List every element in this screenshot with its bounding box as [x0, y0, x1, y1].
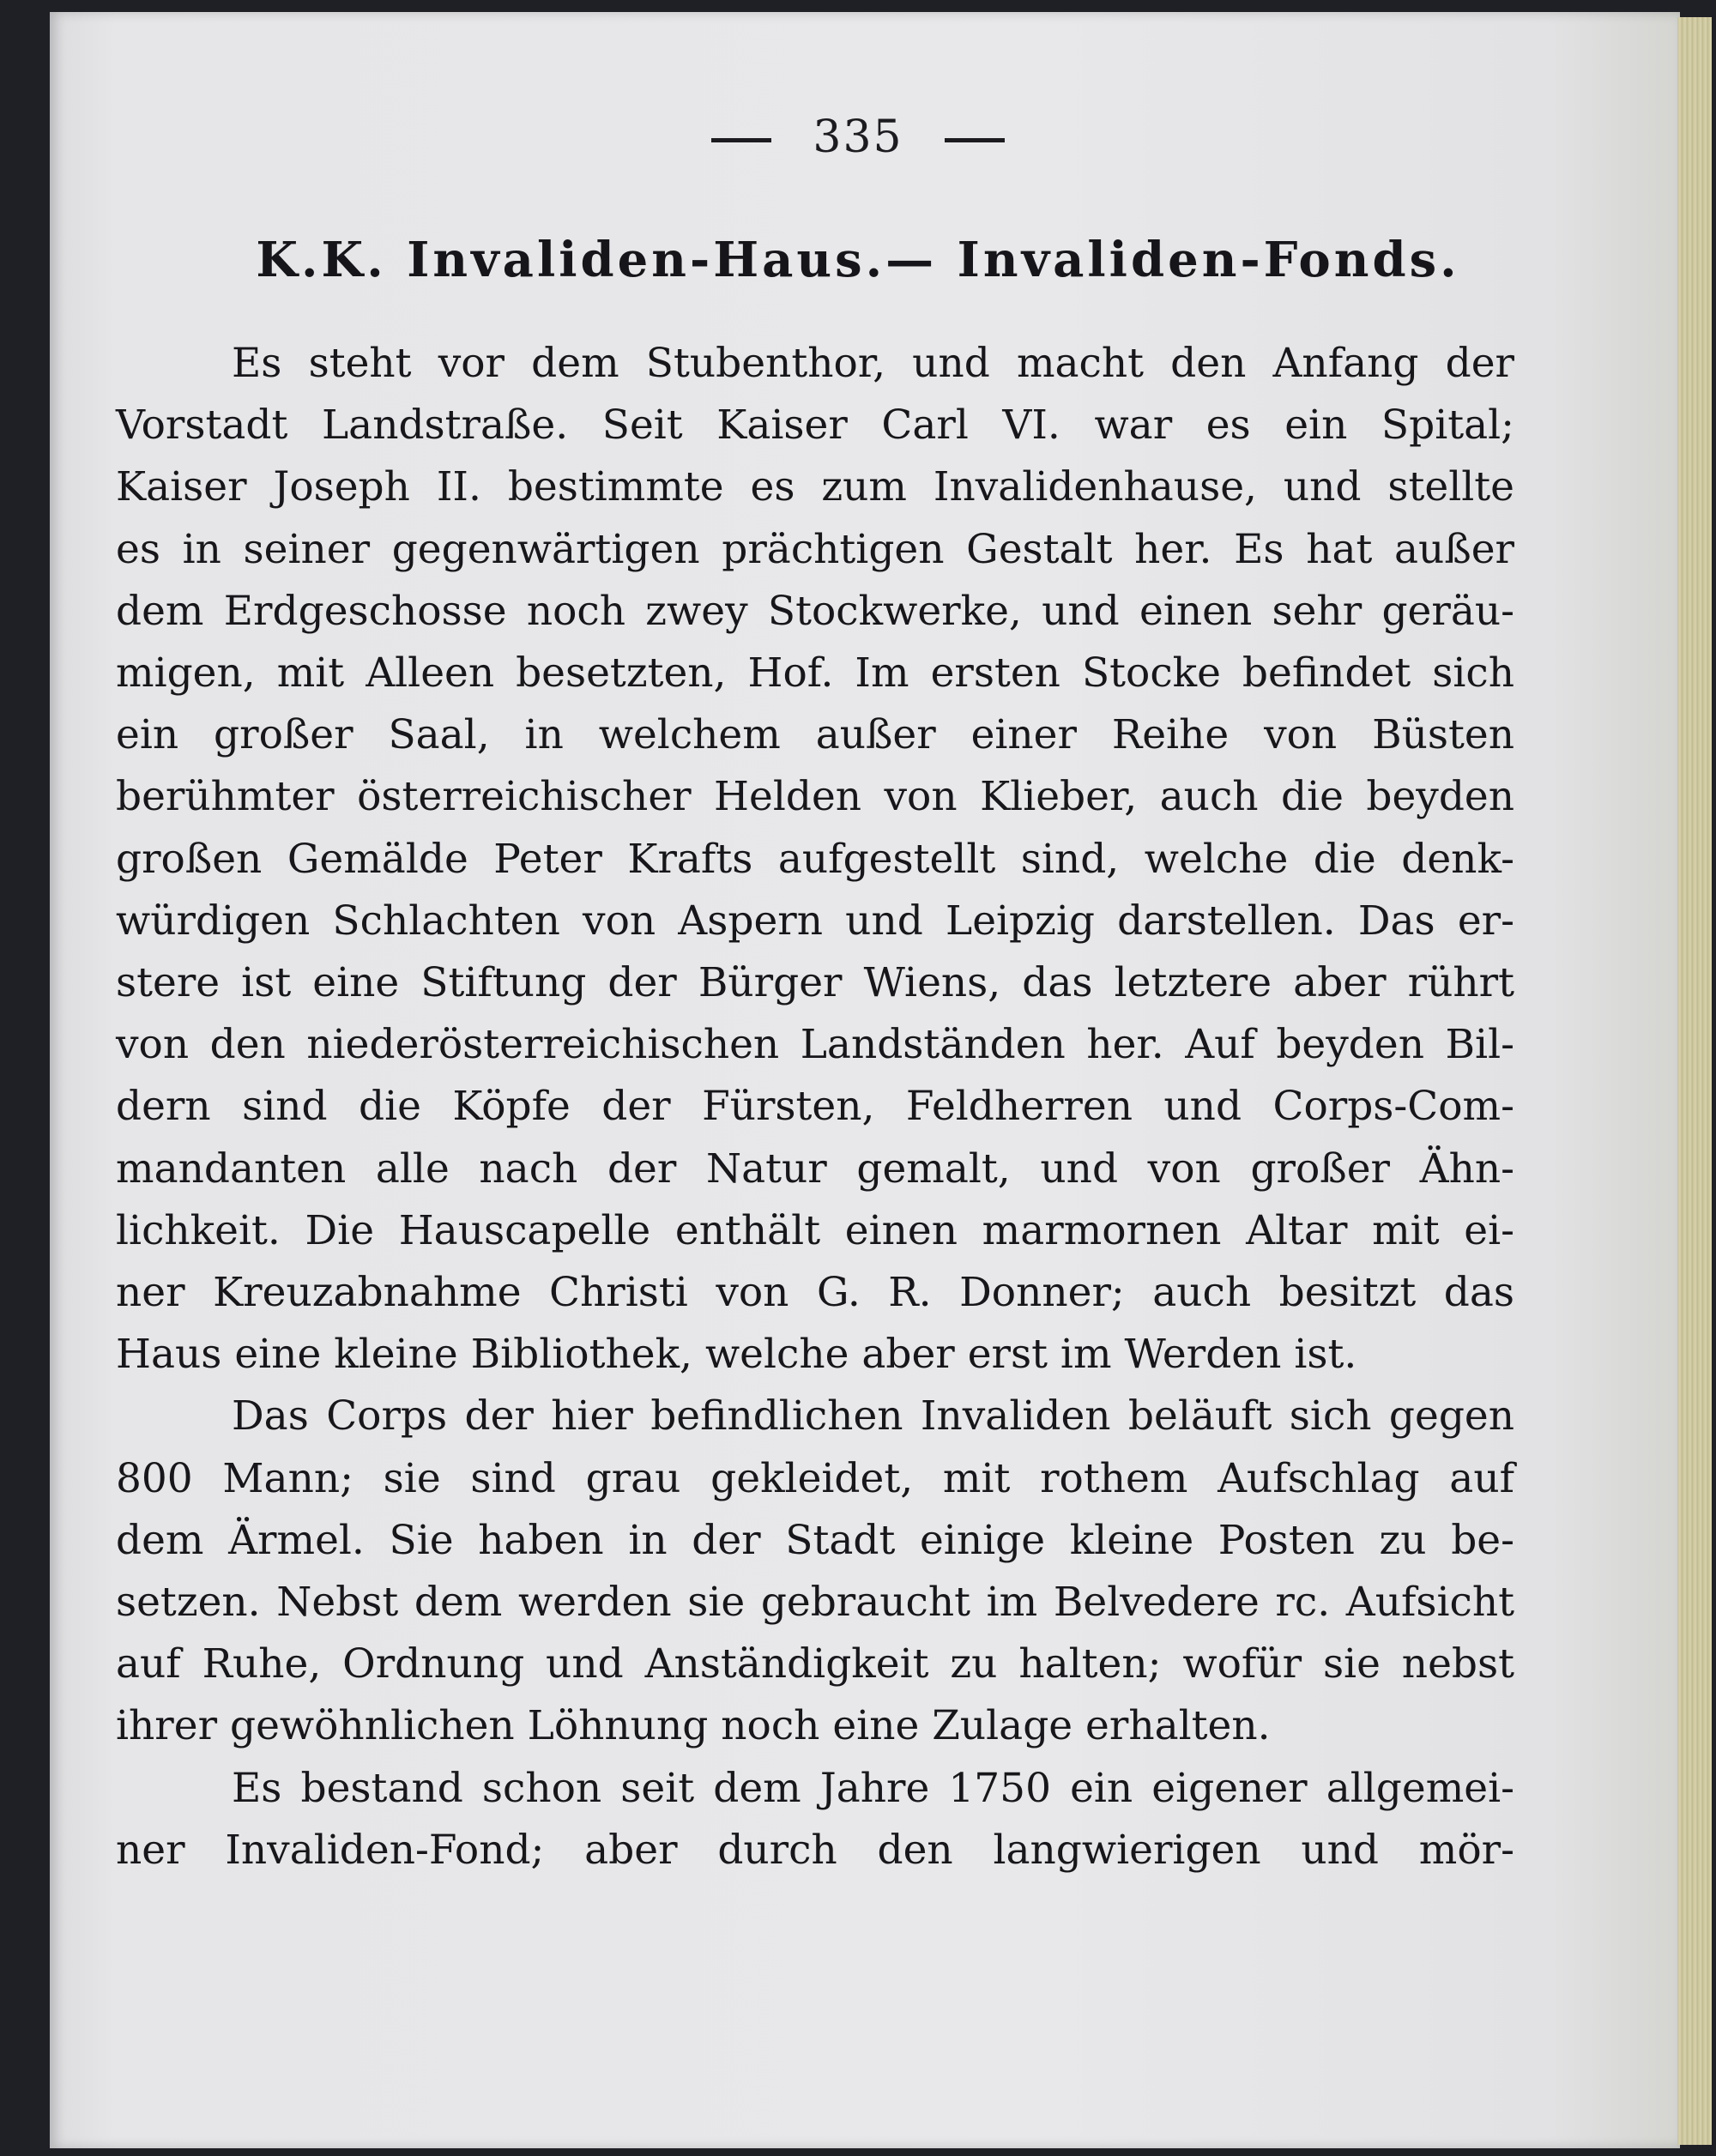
page-number: 335 — [813, 112, 903, 163]
text-line: ner Invaliden-Fond; aber durch den langwierigen und mör- — [116, 1826, 1514, 1874]
text-line: auf Ruhe, Ordnung und Anständigkeit zu halten; wofür sie nebst — [116, 1640, 1514, 1688]
paragraph-1 — [116, 333, 1514, 1386]
paragraph-2 — [116, 1386, 1514, 1757]
text-line: dem Ärmel. Sie haben in der Stadt einige kleine Posten zu be- — [116, 1516, 1514, 1564]
text-line: es in seiner gegenwärtigen prächtigen Gestalt her. Es hat außer — [116, 525, 1514, 573]
header-dash-left — [711, 138, 771, 142]
text-line: mandanten alle nach der Natur gemalt, und von großer Ähn- — [116, 1144, 1514, 1193]
page-header — [0, 112, 1716, 163]
header-dash-right — [945, 138, 1005, 142]
text-line: 800 Mann; sie sind grau gekleidet, mit rothem Aufschlag auf — [116, 1454, 1514, 1502]
body-text — [116, 333, 1514, 1881]
text-line: ein großer Saal, in welchem außer einer Reihe von Büsten — [116, 711, 1514, 759]
text-line: ihrer gewöhnlichen Löhnung noch eine Zulage erhalten. — [116, 1702, 1271, 1750]
text-line: migen, mit Alleen besetzten, Hof. Im ersten Stocke befindet sich — [116, 649, 1514, 698]
text-line: berühmter österreichischer Helden von Klieber, auch die beyden — [116, 773, 1514, 821]
text-line: würdigen Schlachten von Aspern und Leipzig darstellen. Das er- — [116, 897, 1514, 945]
text-line: Kaiser Joseph II. bestimmte es zum Invalidenhause, und stellte — [116, 463, 1514, 511]
text-line: dem Erdgeschosse noch zwey Stockwerke, und einen sehr geräu- — [116, 587, 1514, 635]
text-line: Das Corps der hier befindlichen Invaliden beläuft sich gegen — [232, 1392, 1514, 1440]
paragraph-3 — [116, 1758, 1514, 1881]
text-line: Haus eine kleine Bibliothek, welche aber erst im Werden ist. — [116, 1331, 1357, 1379]
text-line: stere ist eine Stiftung der Bürger Wiens, das letztere aber rührt — [116, 959, 1514, 1007]
text-line: großen Gemälde Peter Krafts aufgestellt sind, welche die denk- — [116, 835, 1514, 883]
text-line: Es bestand schon seit dem Jahre 1750 ein eigener allgemei- — [232, 1764, 1514, 1812]
page-edge — [1677, 17, 1712, 2145]
text-line: dern sind die Köpfe der Fürsten, Feldherren und Corps-Com- — [116, 1083, 1514, 1131]
text-line: setzen. Nebst dem werden sie gebraucht im Belvedere rc. Aufsicht — [116, 1579, 1514, 1627]
text-line: Vorstadt Landstraße. Seit Kaiser Carl VI. war es ein Spital; — [116, 402, 1514, 450]
text-line: lichkeit. Die Hauscapelle enthält einen marmornen Altar mit ei- — [116, 1206, 1514, 1254]
section-title: K.K. Invaliden-Haus.— Invaliden-Fonds. — [256, 232, 1460, 288]
text-line: Es steht vor dem Stubenthor, und macht den Anfang der — [232, 340, 1514, 387]
text-line: ner Kreuzabnahme Christi von G. R. Donner; auch besitzt das — [116, 1269, 1514, 1317]
text-line: von den niederösterreichischen Landständen her. Auf beyden Bil- — [116, 1021, 1514, 1069]
